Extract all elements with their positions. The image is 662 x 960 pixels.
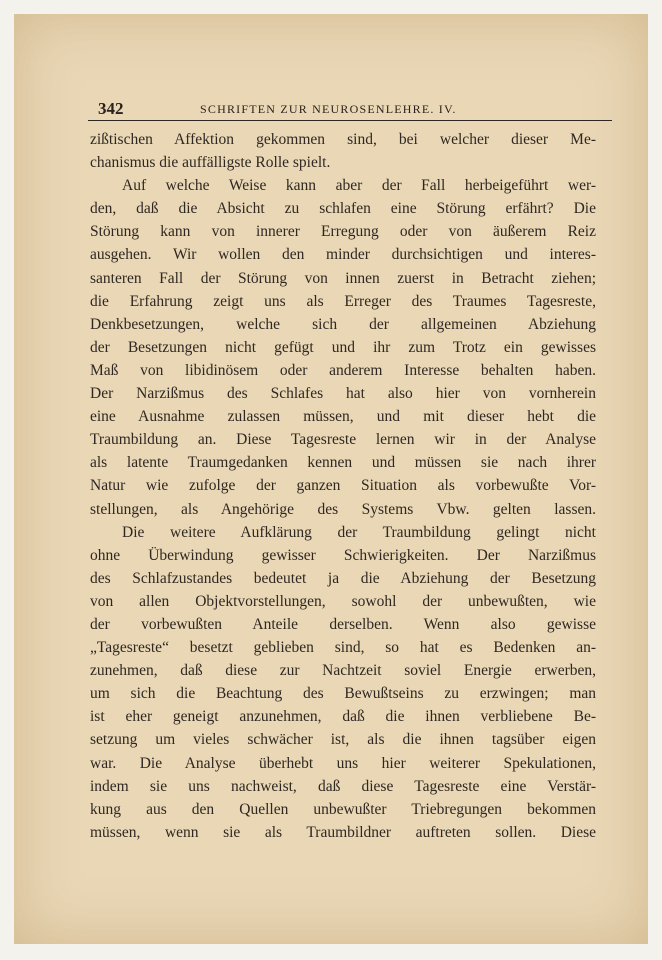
text-line: chanismus die auffälligste Rolle spielt. <box>90 154 331 172</box>
text-line: den, daß die Absicht zu schlafen eine Störung erfährt? Die <box>90 200 596 218</box>
text-line: setzung um vieles schwächer ist, als die ihnen tagsüber eigen <box>90 731 596 749</box>
text-line: ist eher geneigt anzunehmen, daß die ihnen verbliebene Be- <box>90 708 596 726</box>
text-line: Traumbildung an. Diese Tagesreste lernen wir in der Analyse <box>90 431 596 449</box>
text-line: Natur wie zufolge der ganzen Situation als vorbewußte Vor- <box>90 477 596 495</box>
text-line: des Schlafzustandes bedeutet ja die Abziehung der Besetzung <box>90 569 596 587</box>
text-line: Störung kann von innerer Erregung oder von äußerem Reiz <box>90 223 596 241</box>
text-line: die Erfahrung zeigt uns als Erreger des Traumes Tagesreste, <box>90 292 596 310</box>
text-line: kung aus den Quellen unbewußter Triebregungen bekommen <box>90 800 596 818</box>
text-line: ohne Überwindung gewisser Schwierigkeiten. Der Narzißmus <box>90 546 596 564</box>
text-line: Denkbesetzungen, welche sich der allgemeinen Abziehung <box>90 315 596 333</box>
text-line: der vorbewußten Anteile derselben. Wenn also gewisse <box>90 615 596 633</box>
text-line: der Besetzungen nicht gefügt und ihr zum Trotz ein gewisses <box>90 338 596 356</box>
text-line: Auf welche Weise kann aber der Fall herbeigeführt wer- <box>122 177 596 195</box>
text-line: von allen Objektvorstellungen, sowohl der unbewußten, wie <box>90 592 596 610</box>
page-header <box>88 98 612 121</box>
text-line: um sich die Beachtung des Bewußtseins zu erzwingen; man <box>90 685 596 703</box>
text-line: Die weitere Aufklärung der Traumbildung gelingt nicht <box>122 523 596 541</box>
text-line: stellungen, als Angehörige des Systems Vbw. gelten lassen. <box>90 500 596 518</box>
text-line: zißtischen Affektion gekommen sind, bei welcher dieser Me- <box>90 131 596 148</box>
running-head: SCHRIFTEN ZUR NEUROSENLEHRE. IV. <box>200 102 457 116</box>
text-line: war. Die Analyse überhebt uns hier weiterer Spekulationen, <box>90 754 596 772</box>
text-line: „Tagesreste“ besetzt geblieben sind, so hat es Bedenken an- <box>90 639 596 657</box>
text-line: zunehmen, daß diese zur Nachtzeit soviel Energie erwerben, <box>90 662 596 680</box>
text-line: Maß von libidinösem oder anderem Interesse behalten haben. <box>90 361 596 379</box>
text-line: ausgehen. Wir wollen den minder durchsichtigen und interes- <box>90 246 596 264</box>
text-line: müssen, wenn sie als Traumbildner auftreten sollen. Diese <box>90 823 596 841</box>
page-number: 342 <box>98 99 124 118</box>
text-line: Der Narzißmus des Schlafes hat also hier von vornherein <box>90 385 596 403</box>
body-text <box>90 128 596 844</box>
text-line: santeren Fall der Störung von innen zuerst in Betracht ziehen; <box>90 269 596 287</box>
text-line: eine Ausnahme zulassen müssen, und mit dieser hebt die <box>90 408 596 426</box>
text-line: indem sie uns nachweist, daß diese Tagesreste eine Verstär- <box>90 777 596 795</box>
text-line: als latente Traumgedanken kennen und müssen sie nach ihrer <box>90 454 596 472</box>
